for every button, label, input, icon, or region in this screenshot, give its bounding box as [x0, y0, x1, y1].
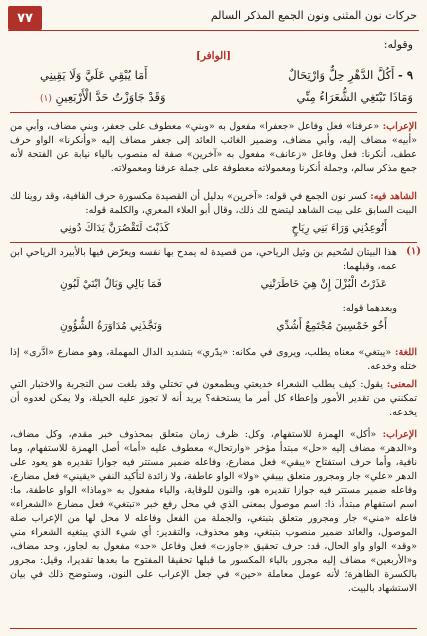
running-title: حركات نون المثنى ونون الجمع المذكر السالم — [210, 9, 417, 22]
paragraph-text: يقول: كيف يطلب الشعراء خديعتي ويطمعون في تختلي وقد بلغت سن التجربة والاختبار التي تمكنني من تقدير الأمور وإعطاء كل أمر ما يستحقه؟ يريد أنه لا تجوز عليه الحيلة، ولا يمكن لعدوه أن يخدعه. — [10, 379, 417, 418]
verse-hemistich-right: أَخُو خَمْسِينَ مُجْتَمِعٌ أَشُدِّي — [276, 320, 387, 332]
verse-hemistich-right: أَتُوعِدُنِي وَرَاءَ بَنِي رِيَاحٍ — [291, 222, 387, 234]
intro-text: وقوله: — [383, 38, 413, 51]
verse-text: أَكُلَّ الدَّهْرِ حِلٌّ وَارْتِحَالٌ — [288, 68, 395, 82]
ma3na-paragraph — [10, 378, 417, 420]
verse-line — [40, 68, 413, 82]
section-label: اللغة: — [394, 347, 417, 358]
verse-text: وَقَدْ جَاوَزْتُ حَدَّ الْأَرْبَعِينِ — [55, 90, 166, 104]
meter-label: [الوافر] — [195, 50, 232, 62]
section-divider — [10, 112, 417, 113]
verse-hemistich-right: عَذَرْتُ الْبُزْلَ إِنْ هِيَ خَاطَرَتْنِي — [260, 278, 387, 290]
i3rab-paragraph-2 — [10, 428, 417, 596]
footnote-marker: (١) — [40, 94, 52, 104]
verse-hemistich-left: أَمَا يُبْقِي عَلَيَّ وَلَا يَقِينِي — [40, 68, 148, 82]
verse-hemistich-left — [40, 90, 166, 104]
page-header — [8, 6, 419, 31]
i3rab-paragraph — [10, 120, 417, 176]
paragraph-text: «أكل» الهمزة للاستفهام، وكل: ظرف زمان متعلق بمحذوف خبر مقدم، وكل مضاف، و«الدهر» مضاف إليه «حل» مبتدأ مؤخر «وارتحال» معطوف عليه «أما» أصل الهمزة للاستفهام، وما نافية، وأما حرف استفتاح «يبقي» فعل مضارع، وفاعله ضمير مستتر فيه جوازا تقديره هو يعود على الدهر «علي» جار ومجرور متعلق بيبقي «ولا» الواو عاطفة، ولا زائدة لتأكيد النفي «يقيني» فعل مضارع، وفاعله ضمير مستتر فيه جوازا تقديره هو، والنون للوقاية، والياء مفعول به «وماذا» الواو عاطفة، ما: اسم استفهام مبتدأ، ذا: اسم موصول بمعنى الذي في محل رفع خبر «تبتغي» فعل مضارع «الشعراء» فاعله «مني» جار ومجرور متعلق بتبتغي، والجملة من الفعل وفاعله لا محل لها من الإعراب صلة الموصول، والعائد ضمير منصوب بتبتغي، وهو محذوف، والتقدير: أي شيء الذي يبتغيه الشعراء مني «وقد» الواو واو الحال، قد: حرف تحقيق «جاوزت» فعل وفاعل «حد» مفعول به لجاوز، وحد مضاف، و«الأربعين» مضاف إليه مجرور بالياء المكسور ما قبلها تحقيقا المفتوح ما بعدها تقديرا، وقيل: مجرور بالكسرة الظاهرة؛ لأنه عومل معاملة «حين» في جعل الإعراب على النون، وستوضح ذلك في بيان الاستشهاد بالبيت. — [10, 429, 417, 594]
paragraph-text: «يبتغي» معناه يطلب، ويروى في مكانه: «يدّري» بتشديد الدال المهملة، وهو مضارع «ادَّرى» إذا ختله وخدعه. — [10, 347, 417, 372]
verse-hemistich-right — [288, 68, 413, 82]
verse-line — [60, 222, 387, 234]
section-divider — [10, 242, 417, 243]
footnote-number: (١) — [406, 246, 421, 257]
section-label: المعنى: — [386, 379, 417, 390]
verse-number: ٩ - — [398, 68, 413, 82]
footnote-paragraph: هذا البيتان لسُحيم بن وثيل الرياحي، من قصيدة له يمدح بها نفسه ويعرّض فيها بالأبيرد الرياحي ابن عمه، وقبلهما: — [10, 247, 397, 272]
shahid-paragraph — [10, 190, 417, 218]
paragraph-text: كسر نون الجمع في قوله: «آخرين» بدليل أن القصيدة مكسورة حرف القافية، وقد روينا لك البيت السابق على بيت الشاهد ليتضح لك ذلك، وقال أبو العلاء المعري، والكلمة قوله: — [10, 191, 417, 216]
section-label: الإعراب: — [382, 429, 417, 440]
page-number-badge: ٧٧ — [8, 6, 42, 30]
section-label: الإعراب: — [382, 121, 417, 132]
verse-hemistich-left: فَمَا بَالِي وَبَالُ ابْنَيْ لَبُونِ — [60, 278, 162, 290]
verse-hemistich-left: كَذَبْتَ لَتَقْصُرَنَّ يَدَاكَ دُونِي — [60, 222, 170, 234]
ba3dahuma-text: وبعدهما قوله: — [342, 303, 397, 314]
paragraph-text: «عرفنا» فعل وفاعل «جعفرا» مفعول به «وبني» معطوف على جعفر، وبني مضاف، وأبي من «أبيه» مضاف إليه، وأبي مضاف، وضمير الغائب العائد إلى جعفر مضاف إليه «وأنكرنا» الواو حرف عطف، أنكرنا: فعل وفاعل «زعانف» مفعول به «آخرين» صفة له منصوب بالياء نيابة عن الفتحة لأنه جمع مذكر سالم، وجملة أنكرنا ومعمولاته معطوفة على جملة عرفنا ومعمولاته. — [10, 121, 417, 174]
verse-line — [40, 90, 413, 104]
page-bottom-rule — [10, 628, 417, 629]
verse-line — [60, 278, 387, 290]
lugha-paragraph — [10, 346, 417, 374]
verse-hemistich-left: وَنَجَّذَنِي مُدَاوَرَةُ الشُّؤُونِ — [60, 320, 163, 332]
section-label: الشاهد فيه: — [370, 191, 417, 202]
verse-hemistich-right: وَمَاذَا تَبْتَغِي الشُّعَرَاءُ مِنِّي — [296, 90, 413, 104]
verse-line — [60, 320, 387, 332]
